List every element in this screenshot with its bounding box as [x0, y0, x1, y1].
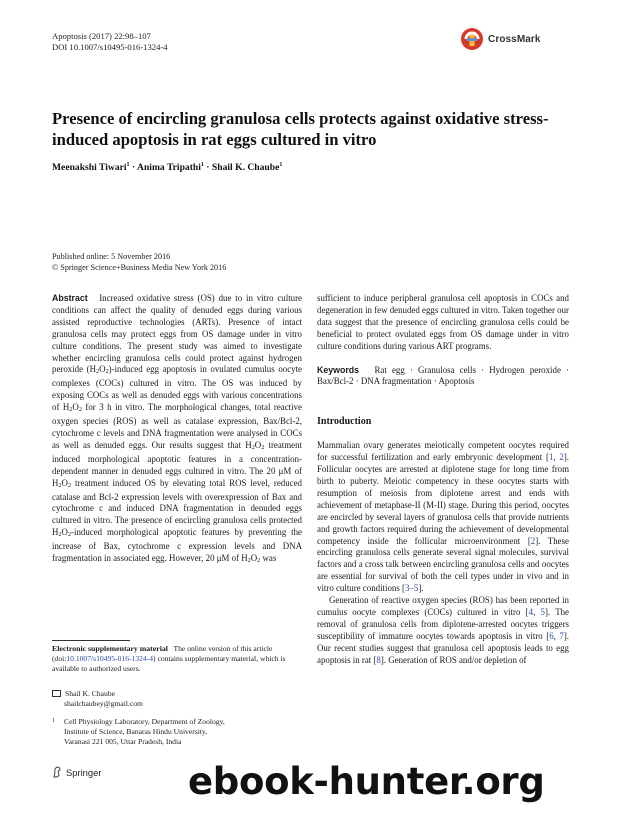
abstract-text: for 3 h in vitro. The morphological changes, total reactive oxygen species (ROS) as well as catalase expression, Bax/Bcl-2, cytochrome c levels and DNA fragmentation were analysed in COCs as well as denuded eggs. Our results suggest that H [52, 402, 302, 450]
abstract-body [52, 293, 302, 563]
watermark: ebook-hunter.org [188, 760, 545, 803]
author-name[interactable]: Anima Tripathi [137, 162, 201, 174]
keywords-text: Rat egg · Granulosa cells · Hydrogen peroxide · Bax/Bcl-2 · DNA fragmentation · Apoptosis [317, 364, 569, 387]
reference-link[interactable]: 8 [376, 654, 381, 665]
author-affiliation-mark: 1 [200, 162, 204, 168]
published-date: Published online: 5 November 2016 [52, 252, 171, 261]
subscript: 2 [69, 406, 73, 414]
paragraph-text: , [553, 630, 560, 641]
reference-link[interactable]: 6 [549, 630, 554, 641]
affiliation-line-3: Varanasi 221 005, Uttar Pradesh, India [64, 736, 182, 746]
supplementary-text-after: ) contains supplementary material, which is available to authorized users. [52, 653, 286, 673]
abstract-text: was [260, 553, 277, 564]
crossmark-icon [460, 27, 484, 51]
author-affiliation-mark: 1 [279, 162, 283, 168]
doi-line: DOI 10.1007/s10495-016-1324-4 [52, 42, 168, 52]
subscript: 2 [261, 443, 265, 451]
abstract-text: -induced morphological apoptotic features by preventing the increase of Bax, cytochrome c expression levels and DNA fragmentation in associated egg. However, 20 μM of H [52, 527, 302, 564]
affiliation-line-1: Cell Physiology Laboratory, Department of Zoology, [64, 717, 225, 726]
reference-link[interactable]: 1 [548, 452, 554, 463]
paragraph-text: ]. The removal of granulosa cells from diplotene-arrested oocytes triggers susceptibility of immature oocytes towards apoptosis in vitro [ [317, 606, 569, 641]
supplementary-doi-link[interactable]: 10.1007/s10495-016-1324-4 [66, 653, 154, 663]
correspondence [52, 689, 143, 709]
subscript: 2 [67, 531, 72, 539]
crossmark-badge[interactable] [460, 24, 580, 54]
keywords [317, 365, 569, 389]
reference-link[interactable]: 3–5 [405, 583, 419, 594]
paragraph-text: ]. Generation of ROS and/or depletion of [380, 654, 527, 665]
copyright-line: © Springer Science+Business Media New York 2016 [52, 263, 227, 272]
subscript: 2 [251, 443, 255, 451]
paragraph-text: ]. [418, 583, 424, 594]
reference-link[interactable]: 2 [530, 535, 536, 546]
author-separator: · [203, 162, 212, 174]
introduction-paragraph-1 [317, 440, 569, 595]
envelope-icon [52, 690, 61, 697]
journal-citation: Apoptosis (2017) 22:98–107 [52, 31, 151, 41]
paragraph-text: ]. Follicular oocytes are arrested at diplotene stage for long time from birth to puberty. Meiotic competency in these oocytes starts with resumption of meiosis from diplotene arrest and ends with achievement of metaphase-II (M-II) stage. During this period, oocytes are encircled by several layers of granulosa cells that provide nutrients and growth factors required during the achievement of developmental competency inside the follicular microenvironment [ [317, 452, 569, 546]
supplementary-note [52, 644, 302, 673]
paragraph-text: ]. These encircling granulosa cells generate several signal molecules, survival factors and a cross talk between encircling granulosa cells and oocytes are essential for survival of both the cell types under in vivo and in vitro culture conditions [ [317, 535, 569, 594]
subscript: 2 [247, 557, 251, 565]
author-list [52, 162, 282, 173]
affiliation-number: 1 [52, 718, 55, 724]
springer-horse-icon [52, 766, 62, 778]
publisher-logo [52, 766, 101, 778]
author-affiliation-mark: 1 [126, 162, 130, 168]
subscript: 2 [67, 481, 72, 489]
affiliation-line-2: Institute of Science, Banaras Hindu University, [64, 726, 208, 736]
affiliation [52, 717, 225, 746]
abstract-text: O [72, 402, 79, 413]
author-name[interactable]: Shail K. Chaube [211, 162, 280, 174]
paragraph-text: Generation of reactive oxygen species (ROS) has been reported in cumulus oocyte complexes (COCs) cultured in vitro [ [317, 595, 569, 617]
reference-link[interactable]: 7 [559, 630, 564, 641]
abstract-text: O [250, 553, 258, 564]
reference-link[interactable]: 4 [528, 606, 534, 617]
abstract-text: treatment induced morphological apoptotic features in a concentration-dependent manner in denuded eggs cultured in vitro. The 20 μM of H [52, 439, 303, 488]
reference-link[interactable]: 2 [559, 452, 564, 463]
paragraph-text: ]. Our recent studies suggest that granulosa cell apoptosis leads to egg apoptosis in rat [ [317, 630, 569, 665]
right-column [317, 293, 569, 666]
subscript: 2 [78, 406, 82, 414]
abstract-text: O [99, 364, 106, 375]
author-name[interactable]: Meenakshi Tiwari [52, 162, 127, 174]
paper-title: Presence of encircling granulosa cells protects against oxidative stress-induced apoptosis in rat eggs cultured in vitro [52, 109, 549, 149]
subscript: 2 [58, 481, 62, 489]
paragraph-text: , [533, 606, 541, 617]
left-column [52, 293, 302, 567]
subscript: 2 [58, 531, 62, 539]
author-separator: · [129, 162, 138, 174]
supplementary-text-before: The online version of this article (doi: [52, 644, 273, 663]
reference-link[interactable]: 5 [540, 606, 545, 617]
subscript: 2 [105, 368, 109, 376]
introduction-paragraph-2 [317, 595, 569, 666]
abstract-heading: Abstract [52, 293, 88, 303]
abstract [52, 293, 302, 567]
abstract-text: O [61, 527, 68, 538]
abstract-text: )-induced egg apoptosis in ovulated cumulus oocyte complexes (COCs) cultured in vitro. The OS was induced by exposing COCs as well as denuded eggs with various concentrations of H [52, 364, 302, 413]
footnote-separator [52, 640, 130, 641]
subscript: 2 [96, 368, 100, 376]
correspondence-email[interactable]: shailchaubey@gmail.com [64, 698, 143, 708]
publication-info [52, 251, 226, 273]
publisher-name: Springer [66, 766, 102, 778]
abstract-text: Increased oxidative stress (OS) due to in vitro culture conditions can affect the quality of denuded eggs during various assisted reproductive technologies (ARTs). Presence of intact granulosa cells may protect eggs from OS damage under in vitro culture conditions. The present study was aimed to investigate whether encircling granulosa cells could protect against hydrogen peroxide (H [52, 293, 302, 375]
introduction-heading: Introduction [317, 416, 372, 428]
crossmark-label: CrossMark [488, 33, 541, 45]
correspondence-name: Shail K. Chaube [65, 689, 115, 698]
abstract-continuation: sufficient to induce peripheral granulosa cell apoptosis in COCs and degeneration in few denuded eggs cultured in vitro. Taken together our data suggest that the presence of encircling granulosa cells could be beneficial to protect ovulated eggs from OS damage under in vitro culture conditions during various ART programs. [317, 293, 569, 351]
subscript: 2 [257, 557, 261, 565]
abstract-text: O [254, 439, 262, 450]
keywords-heading: Keywords [317, 364, 360, 375]
paragraph-text: Mammalian ovary generates meiotically competent oocytes required for successful fertilization and early embryonic development [ [317, 440, 569, 463]
abstract-text: treatment induced OS by elevating total ROS level, reduced catalase and Bcl-2 expression levels with overexpression of Bax and cytochrome c and induced DNA fragmentation in denuded eggs cultured in vitro. The presence of encircling granulosa cells protected H [52, 477, 302, 538]
paragraph-text: , [553, 452, 560, 463]
abstract-text: O [61, 477, 68, 488]
supplementary-heading: Electronic supplementary material [52, 644, 168, 653]
